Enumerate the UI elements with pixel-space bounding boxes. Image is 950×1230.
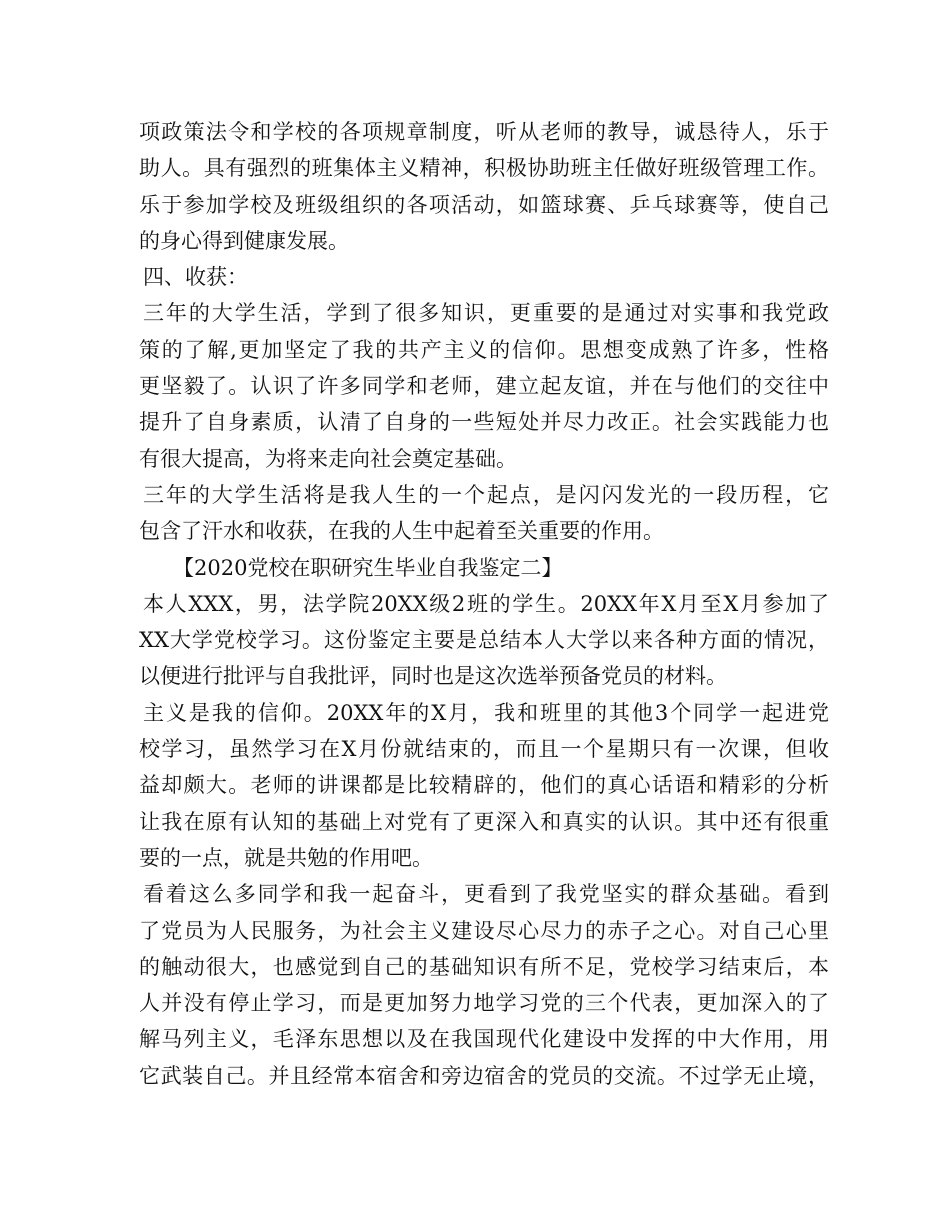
text-line: 乐于参加学校及班级组织的各项活动，如篮球赛、乒乓球赛等，使自己 bbox=[139, 192, 829, 217]
text-line: 助人。具有强烈的班集体主义精神，积极协助班主任做好班级管理工作。 bbox=[139, 156, 829, 181]
document-body bbox=[139, 114, 829, 1094]
text-line: 校学习，虽然学习在X月份就结束的，而且一个星期只有一次课，但收 bbox=[139, 737, 829, 762]
text-line: 本人XXX，男，法学院20XX级2班的学生。20XX年X月至X月参加了 bbox=[143, 591, 829, 616]
text-line: 有很大提高，为将来走向社会奠定基础。 bbox=[139, 446, 517, 471]
text-line: 项政策法令和学校的各项规章制度，听从老师的教导，诚恳待人，乐于 bbox=[139, 120, 829, 144]
text-line: 让我在原有认知的基础上对党有了更深入和真实的认识。其中还有很重 bbox=[139, 809, 829, 834]
text-line: 的触动很大，也感觉到自己的基础知识有所不足，党校学习结束后，本 bbox=[139, 954, 829, 979]
text-line: 提升了自身素质，认清了自身的一些短处并尽力改正。社会实践能力也 bbox=[139, 410, 829, 435]
text-line: 要的一点，就是共勉的作用吧。 bbox=[139, 845, 433, 870]
text-line: 人并没有停止学习，而是更加努力地学习党的三个代表，更加深入的了 bbox=[139, 991, 829, 1016]
text-line: 了党员为人民服务，为社会主义建设尽心尽力的赤子之心。对自己心里 bbox=[139, 918, 829, 943]
text-line: 以便进行批评与自我批评，同时也是这次选举预备党员的材料。 bbox=[139, 664, 727, 689]
text-line: 的身心得到健康发展。 bbox=[139, 228, 349, 253]
text-line: 策的了解,更加坚定了我的共产主义的信仰。思想变成熟了许多，性格 bbox=[139, 337, 829, 362]
text-line: 益却颇大。老师的讲课都是比较精辟的，他们的真心话语和精彩的分析 bbox=[139, 773, 829, 798]
section-heading: 四、收获： bbox=[143, 265, 248, 290]
text-line: 解马列主义，毛泽东思想以及在我国现代化建设中发挥的中大作用，用 bbox=[139, 1027, 829, 1052]
text-line: 主义是我的信仰。20XX年的X月，我和班里的其他3个同学一起进党 bbox=[143, 700, 829, 725]
text-line: XX大学党校学习。这份鉴定主要是总结本人大学以来各种方面的情况， bbox=[139, 628, 829, 653]
document-section-title: 【2020党校在职研究生毕业自我鉴定二】 bbox=[173, 555, 563, 580]
text-line: 更坚毅了。认识了许多同学和老师，建立起友谊，并在与他们的交往中 bbox=[139, 374, 829, 399]
text-line: 看着这么多同学和我一起奋斗，更看到了我党坚实的群众基础。看到 bbox=[143, 882, 829, 907]
text-line: 包含了汗水和收获，在我的人生中起着至关重要的作用。 bbox=[139, 519, 664, 544]
text-line: 三年的大学生活，学到了很多知识，更重要的是通过对实事和我党政 bbox=[143, 301, 829, 326]
text-line: 三年的大学生活将是我人生的一个起点，是闪闪发光的一段历程，它 bbox=[143, 482, 829, 507]
text-line: 它武装自己。并且经常本宿舍和旁边宿舍的党员的交流。不过学无止境， bbox=[139, 1063, 829, 1088]
